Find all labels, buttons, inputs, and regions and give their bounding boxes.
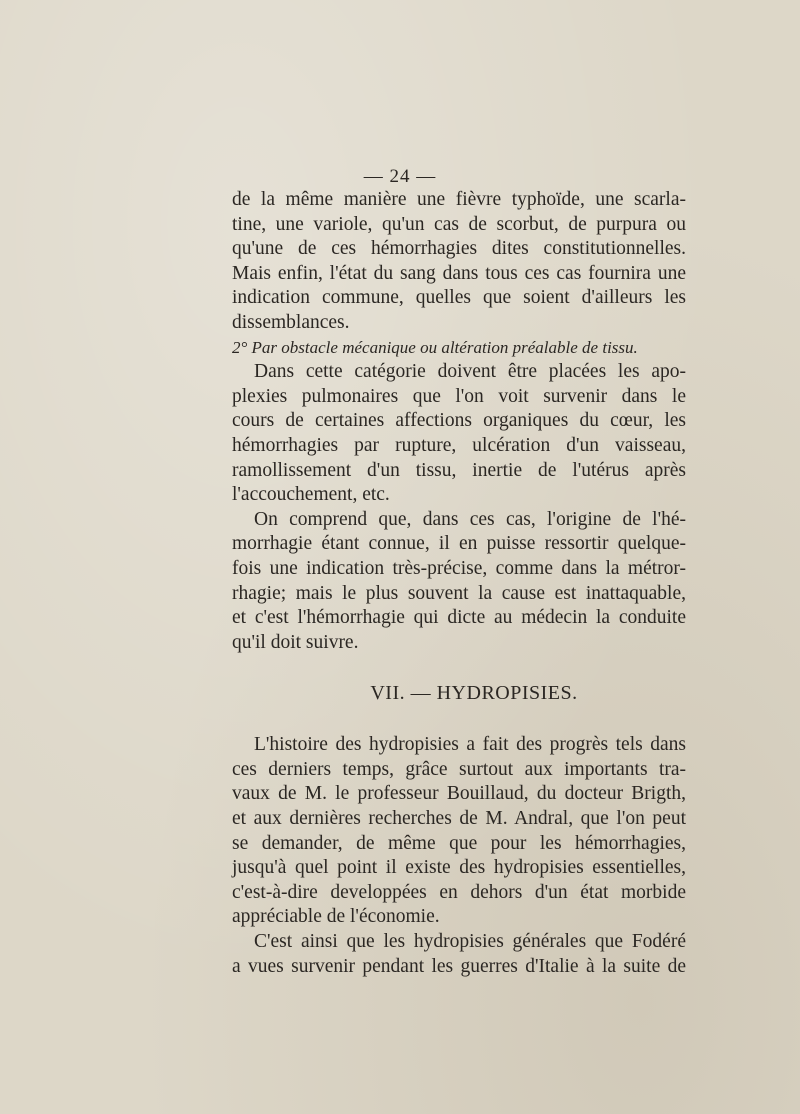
text-line: morrhagie étant connue, il en puisse ressortir quelque- xyxy=(232,533,686,555)
text-line: plexies pulmonaires que l'on voit survenir dans le xyxy=(232,385,686,407)
text-line: ramollissement d'un tissu, inertie de l'utérus après xyxy=(232,459,686,481)
text-line: L'histoire des hydropisies a fait des progrès tels dans xyxy=(254,734,686,756)
text-line: Mais enfin, l'état du sang dans tous ces cas fournira une xyxy=(232,262,686,284)
text-line: se demander, de même que pour les hémorrhagies, xyxy=(232,832,686,854)
text-line: Dans cette catégorie doivent être placées les apo- xyxy=(254,361,686,383)
page-number: — 24 — xyxy=(363,166,437,187)
paragraph-5 xyxy=(232,930,686,979)
text-line: On comprend que, dans ces cas, l'origine de l'hé- xyxy=(254,508,686,530)
text-line: cours de certaines affections organiques du cœur, les xyxy=(232,410,686,432)
text-line: tine, une variole, qu'un cas de scorbut, de purpura ou xyxy=(232,213,686,235)
text-line: fois une indication très-précise, comme dans la métror- xyxy=(232,557,686,579)
text-line: qu'une de ces hémorrhagies dites constitutionnelles. xyxy=(232,238,686,260)
text-line: c'est-à-dire developpées en dehors d'un état morbide xyxy=(232,881,686,903)
body-text xyxy=(232,188,686,979)
paragraph-1 xyxy=(232,188,686,336)
text-line: vaux de M. le professeur Bouillaud, du docteur Brigth, xyxy=(232,783,686,805)
text-line: l'accouchement, etc. xyxy=(232,484,390,506)
text-line: et aux dernières recherches de M. Andral, que l'on peut xyxy=(232,808,686,830)
text-line: jusqu'à quel point il existe des hydropisies essentielles, xyxy=(232,857,686,879)
text-line: rhagie; mais le plus souvent la cause est inattaquable, xyxy=(232,582,686,604)
text-line: et c'est l'hémorrhagie qui dicte au médecin la conduite xyxy=(232,607,686,629)
paragraph-2 xyxy=(232,360,686,508)
text-line: ces derniers temps, grâce surtout aux importants tra- xyxy=(232,758,686,780)
text-line: C'est ainsi que les hydropisies générales que Fodéré xyxy=(254,931,686,953)
paragraph-3 xyxy=(232,508,686,656)
paragraph-4 xyxy=(232,733,686,930)
text-line: qu'il doit suivre. xyxy=(232,631,359,653)
section-heading: VII. — HYDROPISIES. xyxy=(370,682,578,705)
text-line: de la même manière une fièvre typhoïde, une scarla- xyxy=(232,189,686,210)
subheading: 2° Par obstacle mécanique ou altération préalable de tissu. xyxy=(232,337,638,357)
text-line: a vues survenir pendant les guerres d'Italie à la suite de xyxy=(232,955,686,977)
text-line: appréciable de l'économie. xyxy=(232,906,440,928)
text-line: dissemblances. xyxy=(232,311,350,333)
text-line: indication commune, quelles que soient d'ailleurs les xyxy=(232,287,686,309)
text-line: hémorrhagies par rupture, ulcération d'un vaisseau, xyxy=(232,434,686,456)
